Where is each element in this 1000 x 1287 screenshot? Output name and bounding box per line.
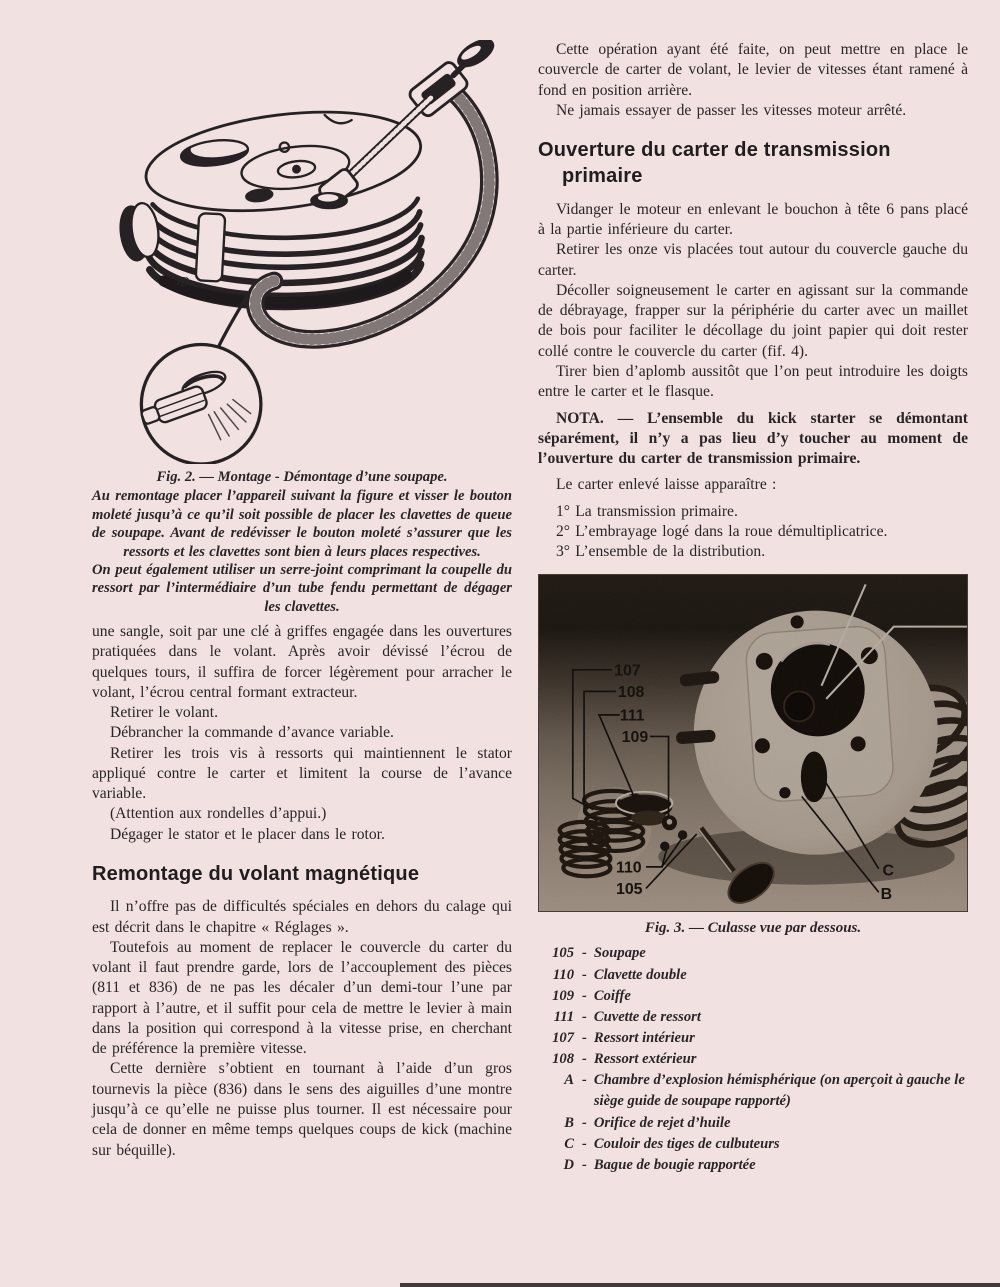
photo-label-C: C bbox=[882, 862, 895, 880]
legend-key: 108 bbox=[552, 1051, 574, 1068]
legend-key: 109 bbox=[552, 987, 574, 1004]
figure-3 bbox=[538, 574, 968, 937]
legend-key: 110 bbox=[552, 966, 574, 983]
body-paragraph: Il n’offre pas de difficultés spéciales en dehors du calage qui est décrit dans le chapitre « Réglages ». bbox=[92, 898, 512, 936]
body-paragraph: Cette dernière s’obtient en tournant à l’aide d’un gros tournevis la pièce (836) dans le sens des aiguilles d’une montre jusqu’à ce qu’elle ne puisse plus tourner. Il est nécessaire pour cela de donner en même temps quelques coups de kick (machine sur béquille). bbox=[92, 1060, 512, 1159]
photo-label-111: 111 bbox=[619, 707, 645, 725]
legend-text: Couloir des tiges de culbuteurs bbox=[593, 1135, 780, 1152]
illustrator-signature: JD bbox=[174, 274, 190, 289]
body-paragraph: Décoller soigneusement le carter en agissant sur la commande de débrayage, frapper sur la périphérie du carter avec un maillet de bois pour faciliter le décollage du joint papier qui doit rester collé contre le couvercle du carter (fif. 4). bbox=[538, 281, 968, 360]
cylinder-fins bbox=[149, 199, 422, 307]
heading-line: Ouverture du carter de transmission bbox=[538, 139, 891, 162]
photo-label-B: B bbox=[880, 886, 893, 904]
legend-separator: - bbox=[582, 945, 587, 962]
exhaust-boss bbox=[117, 201, 162, 262]
legend-row bbox=[538, 965, 968, 986]
figure-3-caption: Fig. 3. — Culasse vue par dessous. bbox=[644, 920, 862, 937]
legend-text: Ressort extérieur bbox=[593, 1051, 697, 1068]
legend-text: Coiffe bbox=[593, 987, 631, 1004]
section-heading-remontage: Remontage du volant magnétique bbox=[92, 862, 420, 885]
legend-row bbox=[538, 1007, 968, 1028]
legend-separator: - bbox=[582, 966, 587, 983]
legend-key: 111 bbox=[553, 1008, 574, 1025]
photo-label-105: 105 bbox=[615, 881, 643, 899]
legend-separator: - bbox=[582, 1029, 587, 1046]
body-paragraph: Dégager le stator et le placer dans le rotor. bbox=[109, 825, 385, 843]
right-column bbox=[538, 40, 968, 1176]
legend-key: A bbox=[564, 1072, 574, 1089]
legend-row bbox=[538, 1155, 968, 1176]
photo-label-109: 109 bbox=[621, 729, 649, 747]
holding-strap bbox=[196, 213, 226, 282]
legend-separator: - bbox=[582, 1008, 587, 1025]
detail-inset-circle bbox=[136, 344, 261, 464]
body-paragraph: Toutefois au moment de replacer le couvercle du carter du volant il faut prendre garde, lors de l’accouplement des pièces (811 et 836) de ne pas les décaler d’un demi-tour l’une par rapport à l’autre, et il suffit pour cela de mettre le levier à main dans la position qui correspond à la vitesse prise, en cherchant de préférence la première vitesse. bbox=[92, 938, 512, 1058]
body-paragraph: Débrancher la commande d’avance variable. bbox=[109, 724, 394, 742]
body-paragraph: Retirer les trois vis à ressorts qui maintiennent le stator appliqué contre le carter et limitent la course de l’avance variable. bbox=[92, 744, 512, 803]
legend-key: D bbox=[563, 1156, 574, 1173]
legend-row bbox=[538, 943, 968, 964]
legend-text: Soupape bbox=[593, 945, 646, 962]
numbered-item: 1° La transmission primaire. bbox=[555, 502, 738, 520]
legend-key: 105 bbox=[552, 945, 574, 962]
legend-separator: - bbox=[582, 1072, 587, 1089]
legend-text: Cuvette de ressort bbox=[593, 1008, 701, 1025]
legend-row bbox=[538, 1134, 968, 1155]
heading-line: primaire bbox=[562, 165, 643, 188]
photo-label-107: 107 bbox=[614, 662, 641, 680]
photo-grain-overlay bbox=[539, 575, 967, 911]
legend-separator: - bbox=[582, 1051, 587, 1068]
scan-artifact-bar bbox=[400, 1283, 1000, 1287]
legend-text: Orifice de rejet d’huile bbox=[593, 1114, 731, 1131]
legend-separator: - bbox=[582, 1135, 587, 1152]
body-paragraph: (Attention aux rondelles d’appui.) bbox=[109, 805, 327, 823]
legend-text: Ressort intérieur bbox=[593, 1029, 695, 1046]
cylinder-head-photo bbox=[538, 574, 968, 912]
section-heading-ouverture bbox=[538, 137, 968, 190]
legend-key: B bbox=[564, 1114, 574, 1131]
body-paragraph: Ne jamais essayer de passer les vitesses moteur arrêté. bbox=[555, 101, 907, 119]
body-paragraph: Retirer le volant. bbox=[109, 704, 218, 722]
legend-row bbox=[538, 1070, 968, 1112]
figure-2-caption-title: Fig. 2. — Montage - Démontage d’une soupape. bbox=[156, 469, 448, 485]
legend-row bbox=[538, 986, 968, 1007]
body-paragraph: Tirer bien d’aplomb aussitôt que l’on peut introduire les doigts entre le carter et le flasque. bbox=[538, 362, 968, 401]
legend-row bbox=[538, 1049, 968, 1070]
left-column bbox=[92, 40, 512, 1176]
figure-2-caption-paragraph: Au remontage placer l’appareil suivant la figure et visser le bouton moleté jusqu’à ce qu’il soit possible de placer les clavettes de queue de soupape. Avant de redévisser le bouton moleté s’assurer que les ressorts et les clavettes sont bien à leurs places respectives. bbox=[92, 488, 512, 560]
figure-2-caption-paragraph: On peut également utiliser un serre-joint comprimant la coupelle du ressort par l’intermédiaire d’un tube fendu permettant de dégager les clavettes. bbox=[92, 561, 512, 615]
cylinder-head-top bbox=[140, 98, 426, 224]
valve-compressor-illustration bbox=[92, 40, 512, 464]
legend-separator: - bbox=[582, 1156, 587, 1173]
legend-row bbox=[538, 1113, 968, 1134]
legend-separator: - bbox=[582, 1114, 587, 1131]
figure-3-legend bbox=[538, 943, 968, 1176]
body-paragraph: Le carter enlevé laisse apparaître : bbox=[555, 476, 777, 494]
legend-separator: - bbox=[582, 987, 587, 1004]
body-paragraph: Cette opération ayant été faite, on peut mettre en place le couvercle de carter de volant, le levier de vitesses étant ramené à fond en position arrière. bbox=[538, 41, 968, 99]
body-paragraph: Retirer les onze vis placées tout autour du couvercle gauche du carter. bbox=[538, 241, 968, 279]
legend-key: 107 bbox=[552, 1029, 574, 1046]
numbered-item: 2° L’embrayage logé dans la roue démultiplicatrice. bbox=[555, 522, 888, 540]
photo-label-110: 110 bbox=[615, 859, 642, 877]
legend-row bbox=[538, 1028, 968, 1049]
legend-key: C bbox=[564, 1135, 574, 1152]
figure-2 bbox=[92, 40, 512, 616]
legend-text: Bague de bougie rapportée bbox=[593, 1156, 756, 1173]
photo-label-108: 108 bbox=[617, 684, 645, 702]
numbered-item: 3° L’ensemble de la distribution. bbox=[555, 543, 766, 561]
figure-2-caption bbox=[92, 468, 512, 616]
legend-text: Chambre d’explosion hémisphérique (on aperçoit à gauche le siège guide de soupape rapporté) bbox=[593, 1072, 965, 1110]
body-paragraph: une sangle, soit par une clé à griffes engagée dans les ouvertures pratiquées dans le volant. Après avoir dévissé l’écrou de quelques tours, il suffira de forcer légèrement pour arracher le volant, l’écrou central formant extracteur. bbox=[92, 623, 512, 701]
nota-paragraph: NOTA. — L’ensemble du kick starter se démontant séparément, il n’y a pas lieu d’y toucher au moment de l’ouverture du carter de transmission primaire. bbox=[538, 409, 968, 468]
legend-text: Clavette double bbox=[593, 966, 687, 983]
body-paragraph: Vidanger le moteur en enlevant le bouchon à tête 6 pans placé à la partie inférieure du carter. bbox=[538, 200, 968, 239]
